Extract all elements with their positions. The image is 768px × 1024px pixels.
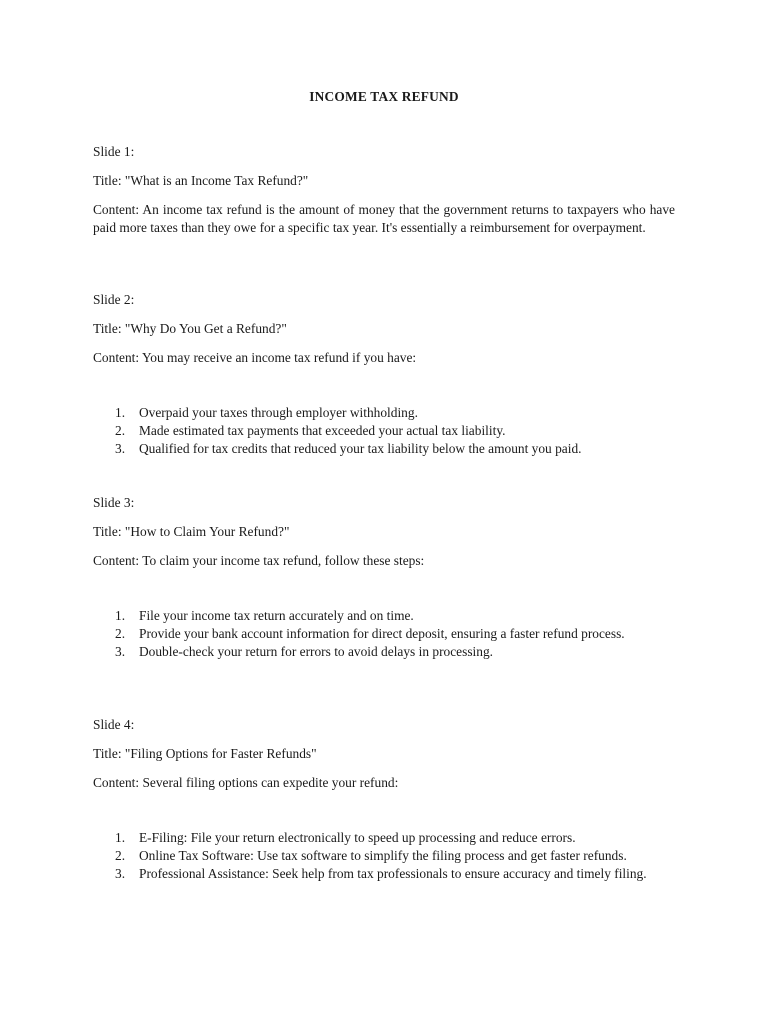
list-item-text: Made estimated tax payments that exceeded your actual tax liability. bbox=[139, 423, 506, 438]
slide-content: Content: Several filing options can expedite your refund: bbox=[93, 775, 399, 790]
list-item bbox=[93, 404, 675, 422]
list-marker: 3. bbox=[115, 441, 126, 456]
list-marker: 1. bbox=[115, 405, 126, 420]
slide-content: Content: You may receive an income tax refund if you have: bbox=[93, 350, 417, 365]
slide-number: Slide 4: bbox=[93, 717, 135, 732]
list-marker: 3. bbox=[115, 644, 126, 659]
slide-title: Title: "How to Claim Your Refund?" bbox=[93, 524, 290, 539]
document-page bbox=[93, 0, 675, 1024]
slide-title: Title: "Why Do You Get a Refund?" bbox=[93, 321, 287, 336]
slide-section-3 bbox=[93, 494, 675, 661]
slide-section-4 bbox=[93, 716, 675, 883]
list-marker: 2. bbox=[115, 423, 126, 438]
list-item bbox=[93, 607, 675, 625]
list-item bbox=[93, 847, 675, 865]
list-marker: 2. bbox=[115, 626, 126, 641]
list-marker: 3. bbox=[115, 866, 126, 881]
slide-number: Slide 1: bbox=[93, 144, 135, 159]
slide-content: Content: To claim your income tax refund, follow these steps: bbox=[93, 553, 425, 568]
list-item-text: File your income tax return accurately and on time. bbox=[139, 608, 414, 623]
slide-content: Content: An income tax refund is the amount of money that the government returns to taxpayers who have paid more taxes than they owe for a specific tax year. It's essentially a reimbursement for overpayment. bbox=[93, 202, 675, 235]
list-item-text: Double-check your return for errors to avoid delays in processing. bbox=[139, 644, 493, 659]
list-item bbox=[93, 829, 675, 847]
slide-title: Title: "Filing Options for Faster Refunds" bbox=[93, 746, 317, 761]
list-marker: 1. bbox=[115, 608, 126, 623]
slide-section-2 bbox=[93, 291, 675, 458]
document-title: INCOME TAX REFUND bbox=[309, 89, 459, 104]
list-marker: 2. bbox=[115, 848, 126, 863]
slide-section-1 bbox=[93, 143, 675, 237]
list-item bbox=[93, 625, 675, 643]
list-item-text: Professional Assistance: Seek help from tax professionals to ensure accuracy and timely filing. bbox=[139, 866, 647, 881]
list-item-text: Online Tax Software: Use tax software to simplify the filing process and get faster refunds. bbox=[139, 848, 627, 863]
numbered-list bbox=[93, 607, 675, 661]
numbered-list bbox=[93, 404, 675, 458]
list-item bbox=[93, 643, 675, 661]
list-item-text: E-Filing: File your return electronically to speed up processing and reduce errors. bbox=[139, 830, 576, 845]
list-item bbox=[93, 422, 675, 440]
list-item-text: Qualified for tax credits that reduced your tax liability below the amount you paid. bbox=[139, 441, 582, 456]
list-item bbox=[93, 865, 675, 883]
slide-title: Title: "What is an Income Tax Refund?" bbox=[93, 173, 309, 188]
numbered-list bbox=[93, 829, 675, 883]
list-item-text: Provide your bank account information for direct deposit, ensuring a faster refund process. bbox=[139, 626, 625, 641]
slide-number: Slide 3: bbox=[93, 495, 135, 510]
list-item bbox=[93, 440, 675, 458]
list-marker: 1. bbox=[115, 830, 126, 845]
slide-number: Slide 2: bbox=[93, 292, 135, 307]
list-item-text: Overpaid your taxes through employer withholding. bbox=[139, 405, 418, 420]
